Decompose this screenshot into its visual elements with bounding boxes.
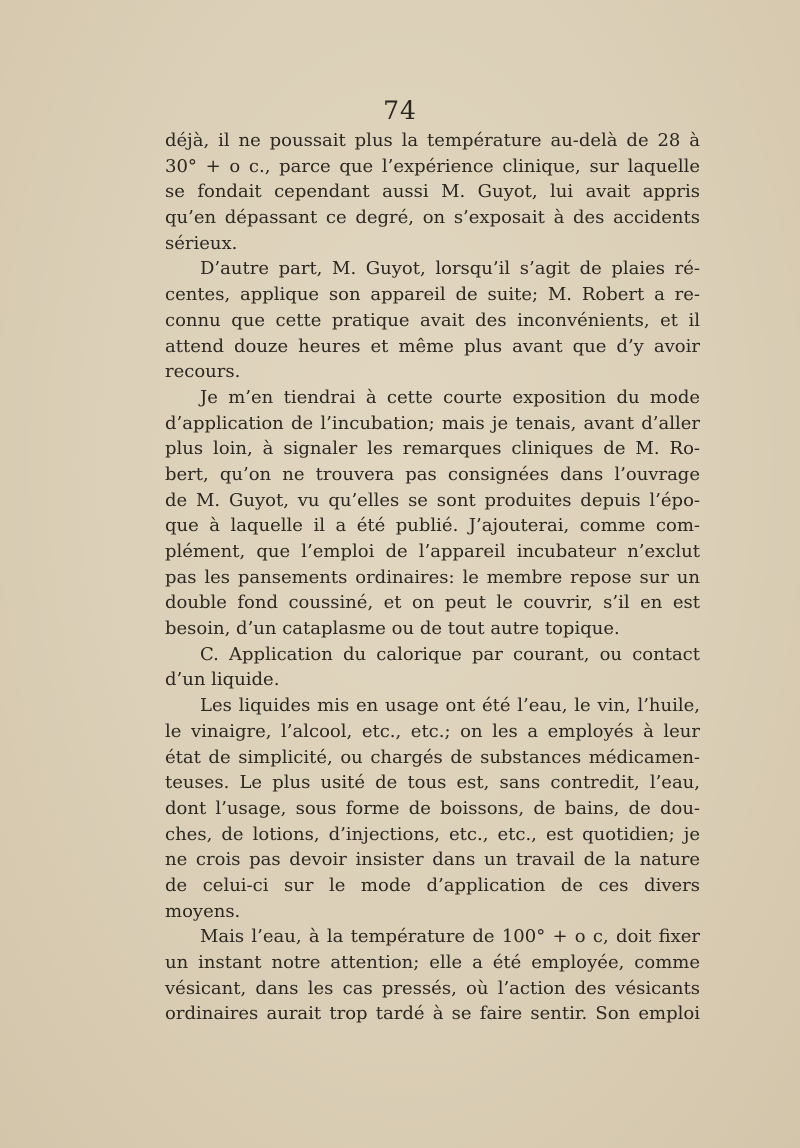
text-line: besoin, d’un cataplasme ou de tout autre topique. xyxy=(165,618,620,640)
text-line: se fondait cependant aussi M. Guyot, lui avait appris xyxy=(165,181,700,203)
text-line: pas les pansements ordinaires: le membre repose sur un xyxy=(165,566,700,588)
text-line: moyens. xyxy=(165,900,241,922)
text-line: vésicant, dans les cas pressés, où l’action des vésicants xyxy=(165,977,700,999)
body-text xyxy=(165,128,700,1027)
text-line: double fond coussiné, et on peut le couvrir, s’il en est xyxy=(165,592,700,614)
text-line: que à laquelle il a été publié. J’ajouterai, comme com- xyxy=(165,515,700,537)
text-line: C. Application du calorique par courant, ou contact xyxy=(200,643,700,665)
text-line: Je m’en tiendrai à cette courte exposition du mode xyxy=(200,386,700,408)
text-line: d’un liquide. xyxy=(165,669,280,691)
text-line: qu’en dépassant ce degré, on s’exposait à des accidents xyxy=(165,207,700,229)
text-line: teuses. Le plus usité de tous est, sans contredit, l’eau, xyxy=(165,772,700,794)
text-line: bert, qu’on ne trouvera pas consignées dans l’ouvrage xyxy=(165,463,700,485)
text-line: dont l’usage, sous forme de boissons, de bains, de dou- xyxy=(165,797,700,819)
text-line: D’autre part, M. Guyot, lorsqu’il s’agit de plaies ré- xyxy=(200,258,700,280)
text-line: sérieux. xyxy=(165,232,238,254)
text-line: un instant notre attention; elle a été employée, comme xyxy=(165,952,700,973)
text-line: connu que cette pratique avait des inconvénients, et il xyxy=(165,309,700,331)
text-line: plus loin, à signaler les remarques cliniques de M. Ro- xyxy=(165,438,700,460)
text-line: Les liquides mis en usage ont été l’eau, le vin, l’huile, xyxy=(200,695,700,717)
text-line: ordinaires aurait trop tardé à se faire sentir. Son emploi xyxy=(165,1003,700,1025)
page-number: 74 xyxy=(383,96,417,125)
text-line: déjà, il ne poussait plus la température au-delà de 28 à xyxy=(165,130,700,151)
text-line: d’application de l’incubation; mais je tenais, avant d’aller xyxy=(165,412,700,434)
text-line: attend douze heures et même plus avant que d’y avoir xyxy=(165,335,700,357)
text-line: centes, applique son appareil de suite; M. Robert a re- xyxy=(165,284,700,306)
text-line: Mais l’eau, à la température de 100° + o c, doit fixer xyxy=(200,926,700,948)
text-line: le vinaigre, l’alcool, etc., etc.; on les a employés à leur xyxy=(165,720,700,742)
text-line: recours. xyxy=(165,361,241,383)
text-line: 30° + o c., parce que l’expérience clinique, sur laquelle xyxy=(165,155,700,177)
text-line: ne crois pas devoir insister dans un travail de la nature xyxy=(165,849,700,871)
text-line: ches, de lotions, d’injections, etc., etc., est quotidien; je xyxy=(165,823,700,845)
text-line: de celui-ci sur le mode d’application de ces divers xyxy=(165,874,700,896)
text-line: de M. Guyot, vu qu’elles se sont produites depuis l’épo- xyxy=(165,489,700,511)
text-line: plément, que l’emploi de l’appareil incubateur n’exclut xyxy=(165,541,700,562)
text-line: état de simplicité, ou chargés de substances médicamen- xyxy=(165,746,700,768)
